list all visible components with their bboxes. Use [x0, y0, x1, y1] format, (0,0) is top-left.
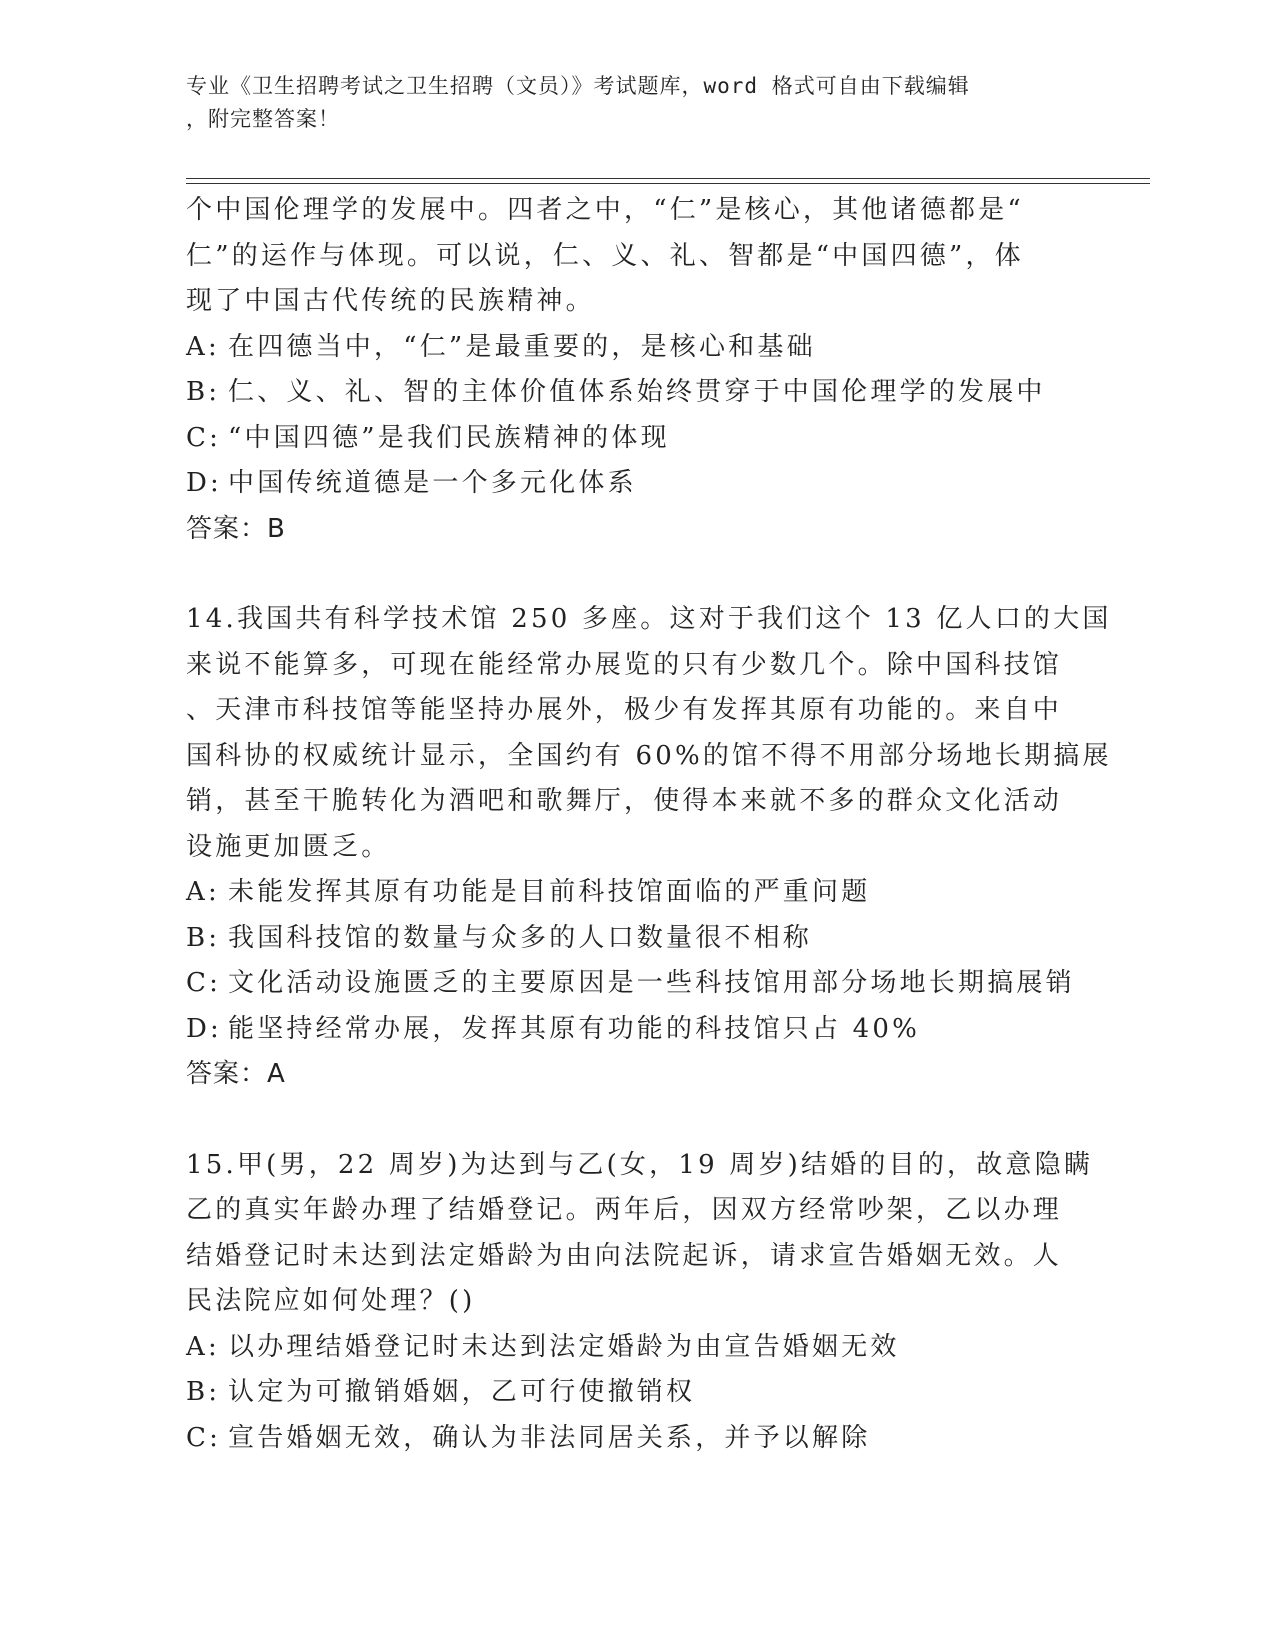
option-label: C:	[186, 968, 222, 998]
question-stem-line: 个中国伦理学的发展中。四者之中，“仁”是核心，其他诸德都是“	[186, 195, 1024, 225]
question-13	[186, 188, 1086, 552]
spacer	[186, 552, 1086, 597]
question-stem-line: 来说不能算多，可现在能经常办展览的只有少数几个。除中国科技馆	[186, 649, 1063, 680]
option-b	[186, 916, 1086, 962]
option-d	[186, 1007, 1086, 1053]
answer-line: 答案：A	[186, 1059, 286, 1089]
option-text: 中国传统道德是一个多元化体系	[228, 468, 637, 498]
header-rule-top	[186, 178, 1150, 179]
header-line-1: 专业《卫生招聘考试之卫生招聘（文员）》考试题库，word 格式可自由下载编辑	[186, 74, 970, 98]
document-body	[186, 188, 1112, 1461]
option-d	[186, 461, 1086, 507]
question-stem-line: 、天津市科技馆等能坚持办展外，极少有发挥其原有功能的。来自中	[186, 695, 1063, 725]
question-stem-line: 乙的真实年龄办理了结婚登记。两年后，因双方经常吵架，乙以办理	[186, 1195, 1063, 1225]
option-label: A:	[186, 331, 220, 362]
answer-line: 答案：B	[186, 513, 286, 544]
option-label: D:	[186, 1013, 223, 1044]
option-text: 能坚持经常办展，发挥其原有功能的科技馆只占 40%	[228, 1013, 921, 1044]
question-stem-line: 14.我国共有科学技术馆 250 多座。这对于我们这个 13 亿人口的大国	[186, 604, 1112, 634]
option-a	[186, 325, 1086, 371]
option-label: A:	[186, 1331, 220, 1362]
question-stem-line: 现了中国古代传统的民族精神。	[186, 286, 595, 316]
option-a	[186, 1325, 1086, 1371]
option-a	[186, 870, 1086, 916]
option-text: 文化活动设施匮乏的主要原因是一些科技馆用部分场地长期搞展销	[228, 968, 1075, 998]
option-c	[186, 961, 1086, 1007]
header-line-2: ，附完整答案！	[186, 107, 340, 131]
spacer	[186, 1098, 1086, 1143]
question-15	[186, 1143, 1094, 1462]
option-label: B:	[186, 377, 221, 407]
option-text: “中国四德”是我们民族精神的体现	[228, 422, 670, 453]
option-text: 仁、义、礼、智的主体价值体系始终贯穿于中国伦理学的发展中	[228, 377, 1046, 407]
header-rule-bottom	[186, 183, 1150, 184]
document-header	[186, 70, 1066, 136]
option-b	[186, 370, 1086, 416]
question-stem-line: 民法院应如何处理？()	[186, 1286, 476, 1316]
option-b	[186, 1370, 1086, 1416]
question-stem-line: 15.甲(男，22 周岁)为达到与乙(女，19 周岁)结婚的目的，故意隐瞒	[186, 1149, 1094, 1180]
option-text: 在四德当中，“仁”是最重要的，是核心和基础	[228, 331, 816, 362]
option-label: A:	[186, 877, 220, 907]
question-stem-line: 结婚登记时未达到法定婚龄为由向法院起诉，请求宣告婚姻无效。人	[186, 1240, 1063, 1271]
option-text: 宣告婚姻无效，确认为非法同居关系，并予以解除	[228, 1422, 871, 1453]
question-stem-line: 仁”的运作与体现。可以说，仁、义、礼、智都是“中国四德”，体	[186, 240, 1024, 271]
option-text: 以办理结婚登记时未达到法定婚龄为由宣告婚姻无效	[228, 1331, 900, 1362]
option-text: 认定为可撤销婚姻，乙可行使撤销权	[228, 1377, 696, 1407]
option-c	[186, 416, 1086, 462]
option-c	[186, 1416, 1086, 1462]
option-label: C:	[186, 1422, 222, 1453]
option-text: 我国科技馆的数量与众多的人口数量很不相称	[228, 922, 813, 953]
question-stem-line: 销，甚至干脆转化为酒吧和歌舞厅，使得本来就不多的群众文化活动	[186, 786, 1063, 816]
option-label: C:	[186, 422, 222, 453]
option-text: 未能发挥其原有功能是目前科技馆面临的严重问题	[228, 877, 871, 907]
question-stem-line: 设施更加匮乏。	[186, 831, 391, 862]
option-label: B:	[186, 922, 221, 953]
option-label: B:	[186, 1377, 221, 1407]
question-14	[186, 597, 1112, 1098]
option-label: D:	[186, 468, 223, 498]
question-stem-line: 国科协的权威统计显示，全国约有 60%的馆不得不用部分场地长期搞展	[186, 740, 1112, 771]
